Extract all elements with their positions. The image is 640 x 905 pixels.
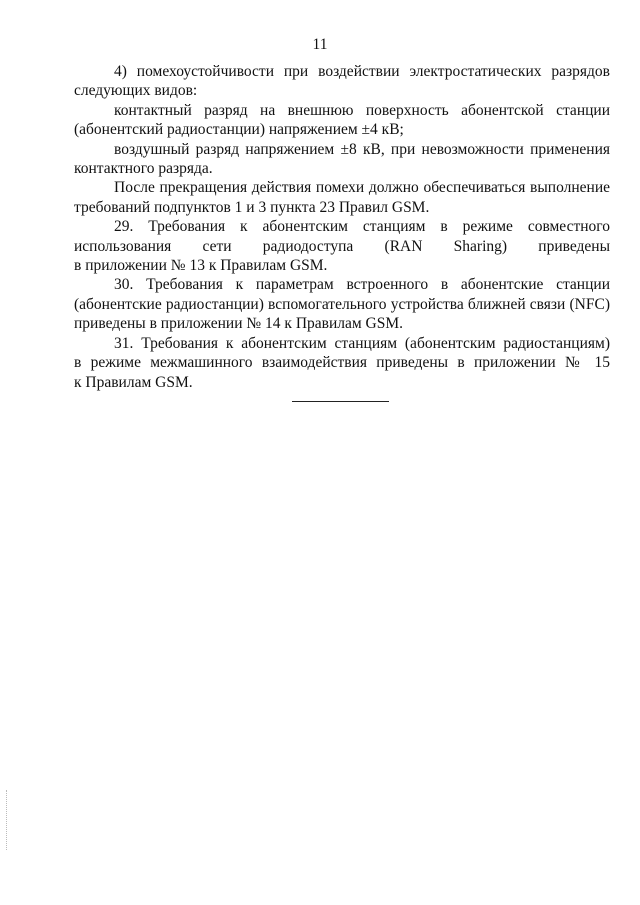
end-of-text-rule: [292, 401, 389, 402]
page-number: 11: [312, 36, 328, 53]
text-line: в приложении № 13 к Правилам GSM.: [74, 257, 328, 275]
text-line: к Правилам GSM.: [74, 373, 193, 391]
text-line: требований подпунктов 1 и 3 пункта 23 Правил GSM.: [74, 198, 430, 216]
text-line: следующих видов:: [74, 82, 198, 100]
text-line: 30. Требования к параметрам встроенного в абонентские станции: [114, 276, 610, 294]
text-line: (абонентский радиостанции) напряжением ±4 кВ;: [74, 121, 404, 139]
text-line: (абонентские радиостанции) вспомогательного устройства ближней связи (NFC): [74, 295, 610, 313]
text-line: воздушный разряд напряжением ±8 кВ, при невозможности применения: [114, 140, 610, 158]
scan-margin-mark: [6, 790, 7, 850]
text-line: После прекращения действия помехи должно обеспечиваться выполнение: [114, 179, 610, 197]
text-line: приведены в приложении № 14 к Правилам GSM.: [74, 315, 404, 333]
text-line: 29. Требования к абонентским станциям в режиме совместного: [114, 218, 610, 236]
text-line: в режиме межмашинного взаимодействия приведены в приложении № 15: [74, 354, 610, 372]
text-line: 31. Требования к абонентским станциям (абонентским радиостанциям): [114, 334, 610, 352]
text-line: контактный разряд на внешнюю поверхность абонентской станции: [114, 101, 610, 119]
text-line: 4) помехоустойчивости при воздействии электростатических разрядов: [114, 63, 610, 80]
document-body: [74, 62, 610, 392]
text-line: использования сети радиодоступа (RAN Sharing) приведены: [74, 237, 610, 255]
text-line: контактного разряда.: [74, 160, 213, 178]
